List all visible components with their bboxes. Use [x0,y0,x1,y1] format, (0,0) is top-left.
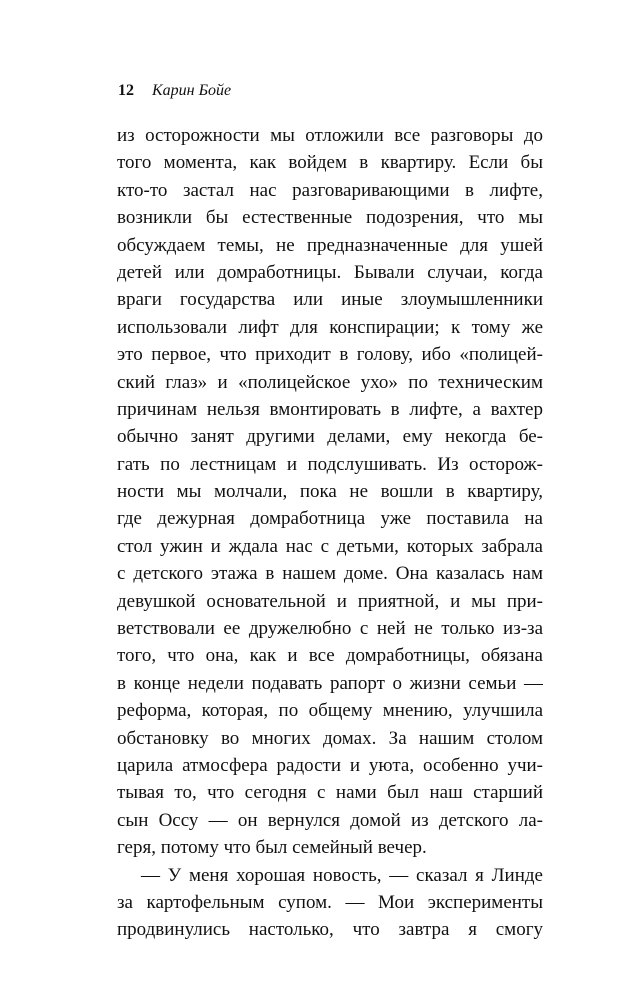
running-head-author: Карин Бойе [152,82,232,99]
text-line: девушкой основательной и приятной, и мы при- [117,590,543,612]
text-line: из осторожности мы отложили все разговоры до [117,125,543,146]
text-line: царила атмосфера радости и уюта, особенно учи- [117,754,543,776]
text-line: того, что она, как и все домработницы, обязана [117,645,543,667]
dialogue-line: — У меня хорошая новость, — сказал я Линде [141,864,543,886]
text-line: враги государства или иные злоумышленники [117,289,543,311]
text-line: обстановку во многих домах. За нашим столом [117,727,543,749]
text-line: это первое, что приходит в голову, ибо «полицей- [117,344,543,366]
text-line: за картофельным супом. — Мои эксперименты [117,891,543,913]
text-line: причинам нельзя вмонтировать в лифте, а вахтер [117,398,543,420]
text-line: того момента, как войдем в квартиру. Если бы [117,152,543,174]
text-line: обсуждаем темы, не предназначенные для ушей [117,234,543,256]
text-line: кто-то застал нас разговаривающими в лифте, [117,179,543,201]
running-head [118,82,231,100]
text-line: продвинулись настолько, что завтра я смогу [117,919,543,941]
text-line: обычно занят другими делами, ему некогда бе- [117,426,543,448]
text-line: с детского этажа в нашем доме. Она казалась нам [117,563,543,585]
text-line: стол ужин и ждала нас с детьми, которых забрала [117,535,543,557]
body-text [117,122,543,944]
text-line: где дежурная домработница уже поставила на [117,508,543,530]
text-line: тывая то, что сегодня с нами был наш старший [117,782,543,804]
paragraph-last-line: геря, потому что был семейный вечер. [117,837,427,859]
text-line: ский глаз» и «полицейское ухо» по техническим [117,371,543,393]
text-line: в конце недели подавать рапорт о жизни семьи — [117,672,543,694]
page-number: 12 [118,82,134,99]
text-line: ности мы молчали, пока не вошли в квартиру, [117,481,543,503]
text-line: возникли бы естественные подозрения, что мы [117,207,543,229]
text-line: детей или домработницы. Бывали случаи, когда [117,261,543,283]
text-line: реформа, которая, по общему мнению, улучшила [117,700,543,722]
text-line: сын Оссу — он вернулся домой из детского ла- [117,809,543,831]
text-line: ветствовали ее дружелюбно с ней не только из-за [117,618,543,640]
text-line: использовали лифт для конспирации; к тому же [117,316,543,338]
text-line: гать по лестницам и подслушивать. Из осторож- [117,453,543,475]
